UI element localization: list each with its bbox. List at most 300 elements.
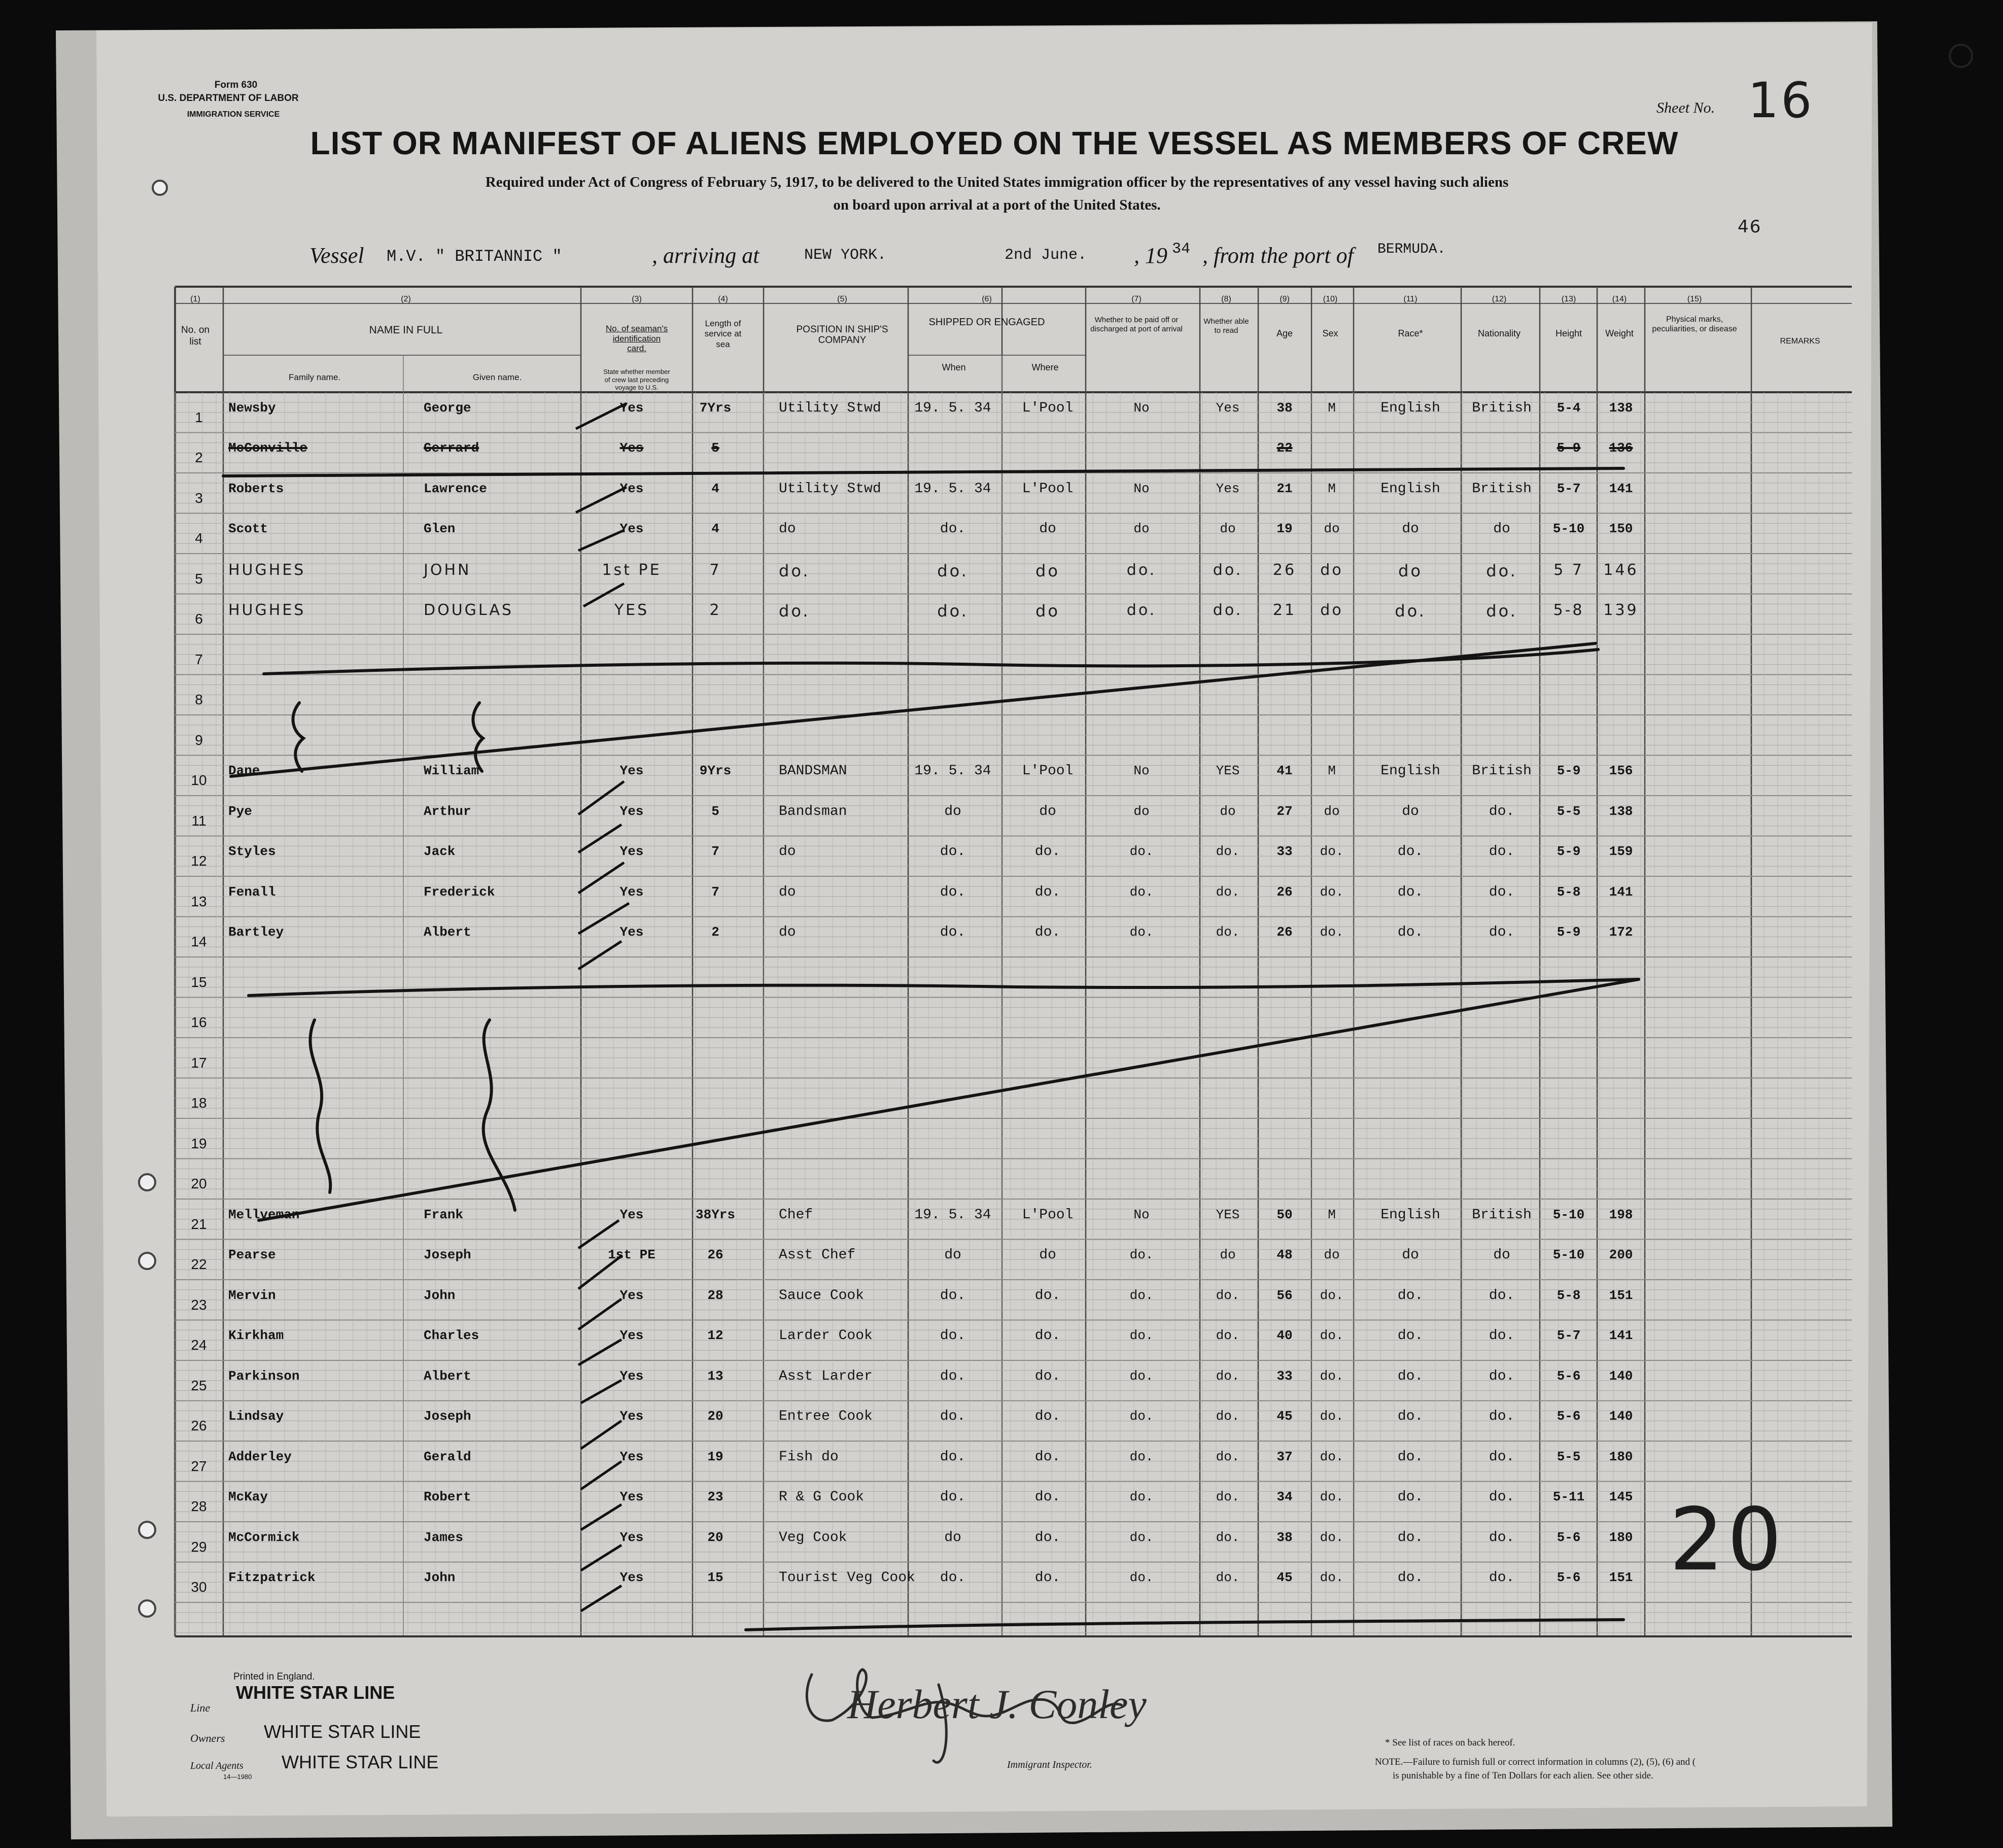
cell-shipped-when: do. — [940, 1409, 966, 1425]
cell-able-to-read: do. — [1216, 1489, 1240, 1505]
cell-paid-off: do. — [1129, 1489, 1154, 1505]
cell-nationality: do. — [1489, 1489, 1515, 1505]
cell-shipped-when: do. — [940, 1489, 966, 1505]
cell-height: 5 7 — [1553, 561, 1584, 579]
cell-row-number: 22 — [191, 1256, 207, 1273]
cell-position: Tourist Veg Cook — [779, 1570, 915, 1586]
yes-check-27 — [581, 1461, 621, 1489]
cell-shipped-when: do — [944, 1247, 961, 1263]
cell-able-to-read: do. — [1213, 561, 1243, 579]
cancel-block-15-20-squiggle-1 — [310, 1020, 330, 1192]
cell-able-to-read: do. — [1216, 884, 1240, 900]
header-position: POSITION IN SHIP'S COMPANY — [796, 324, 888, 346]
vessel-label: Vessel — [309, 243, 364, 268]
agents-value: WHITE STAR LINE — [282, 1752, 439, 1772]
cell-nationality: do. — [1489, 1368, 1515, 1384]
cell-height: 5-10 — [1552, 1247, 1585, 1263]
cell-weight: 139 — [1603, 601, 1639, 620]
cell-paid-off: do. — [1129, 1409, 1154, 1424]
header-nationality: Nationality — [1477, 328, 1521, 338]
cell-given-name: Frederick — [424, 884, 495, 900]
cell-length-of-service: 5 — [711, 803, 719, 819]
cell-shipped-when: do. — [940, 844, 966, 860]
cell-id-card: Yes — [619, 844, 644, 860]
cell-id-card: Yes — [619, 1368, 644, 1384]
cell-paid-off: do. — [1129, 1570, 1154, 1586]
yes-check-1 — [576, 403, 627, 429]
cell-sex: do. — [1320, 1570, 1344, 1586]
cell-weight: 151 — [1609, 1287, 1633, 1303]
cell-id-card: Yes — [619, 1570, 644, 1586]
cell-height: 5-6 — [1557, 1368, 1581, 1384]
cell-shipped-when: do. — [940, 884, 966, 900]
cell-position: do — [779, 884, 796, 900]
cell-paid-off: do. — [1129, 884, 1154, 900]
header-no-on-list: No. on list — [181, 325, 210, 347]
cell-age: 34 — [1276, 1489, 1293, 1505]
cell-race: English — [1380, 1207, 1440, 1223]
cell-length-of-service: 38Yrs — [695, 1207, 736, 1222]
cell-length-of-service: 7 — [711, 844, 719, 860]
cell-weight: 138 — [1609, 803, 1633, 819]
cell-paid-off: do. — [1129, 844, 1154, 860]
cell-paid-off: do — [1133, 803, 1150, 819]
cell-family-name: Mellveman — [228, 1207, 300, 1222]
cell-row-number: 13 — [191, 893, 207, 909]
arriving-label: , arriving at — [652, 243, 759, 268]
cell-nationality: do. — [1489, 1570, 1515, 1586]
cell-position: Veg Cook — [779, 1529, 847, 1546]
cell-family-name: Newsby — [228, 400, 276, 416]
cell-height: 5-7 — [1557, 1328, 1581, 1344]
cell-nationality: do. — [1489, 803, 1515, 819]
cell-shipped-where: do — [1035, 561, 1060, 580]
cell-able-to-read: do. — [1216, 1328, 1240, 1344]
cell-id-card: Yes — [619, 1529, 644, 1545]
yes-check-12 — [578, 863, 624, 893]
cell-nationality: do. — [1489, 925, 1515, 941]
cell-given-name: Gerrard — [424, 440, 479, 456]
header-paid-off: Whether to be paid off or discharged at port of arrival — [1090, 316, 1183, 333]
cell-row-number: 11 — [191, 812, 206, 829]
col-num-12: (12) — [1492, 295, 1507, 303]
cell-row-number: 4 — [195, 530, 203, 546]
cell-row-number: 6 — [195, 611, 203, 627]
cell-weight: 141 — [1609, 481, 1633, 496]
cell-nationality: do. — [1489, 1328, 1515, 1344]
header-race: Race* — [1398, 328, 1423, 338]
cell-id-card: Yes — [619, 440, 644, 456]
cell-nationality: do. — [1486, 601, 1517, 621]
col-num-7: (7) — [1131, 295, 1142, 303]
sheet-label: Sheet No. — [1656, 99, 1715, 116]
cell-height: 5-9 — [1557, 763, 1581, 779]
cell-id-card: Yes — [619, 481, 644, 496]
cell-weight: 180 — [1609, 1529, 1633, 1545]
cell-shipped-where: do. — [1034, 1570, 1061, 1586]
cell-family-name: Adderley — [228, 1449, 292, 1464]
cell-position: Bandsman — [779, 803, 847, 819]
cell-position: Asst Chef — [779, 1247, 856, 1263]
inspector-label: Immigrant Inspector. — [1007, 1759, 1092, 1770]
cell-id-card: Yes — [619, 1489, 644, 1505]
cell-weight: 141 — [1609, 884, 1633, 900]
cell-shipped-when: do. — [940, 1449, 966, 1465]
cell-position: Chef — [779, 1207, 813, 1223]
owners-label: Owners — [190, 1732, 225, 1744]
cell-row-number: 23 — [191, 1296, 207, 1313]
from-port: BERMUDA. — [1377, 242, 1446, 257]
cell-given-name: George — [424, 400, 471, 416]
cell-row-number: 29 — [191, 1538, 207, 1555]
cell-weight: 198 — [1609, 1207, 1633, 1222]
cell-row-number: 7 — [195, 651, 203, 667]
cell-row-number: 24 — [191, 1337, 207, 1353]
line-value: WHITE STAR LINE — [236, 1682, 395, 1703]
cell-able-to-read: YES — [1216, 763, 1240, 779]
year-prefix: , 19 — [1134, 243, 1167, 268]
cell-age: 21 — [1276, 481, 1293, 496]
cell-id-card: Yes — [619, 1409, 644, 1424]
cell-able-to-read: Yes — [1216, 481, 1240, 496]
cell-able-to-read: do — [1220, 1247, 1236, 1263]
cell-given-name: Lawrence — [424, 481, 487, 496]
cell-age: 45 — [1276, 1570, 1293, 1586]
cell-row-number: 28 — [191, 1498, 207, 1515]
cell-given-name: Arthur — [424, 803, 471, 819]
yes-check-24 — [578, 1340, 621, 1365]
yes-check-28 — [581, 1504, 621, 1530]
cell-row-number: 8 — [195, 692, 203, 708]
cell-family-name: Pye — [228, 803, 252, 819]
cell-nationality: British — [1472, 1207, 1532, 1223]
cell-height: 5-8 — [1553, 601, 1584, 620]
col-num-15: (15) — [1687, 295, 1702, 303]
cell-weight: 150 — [1609, 521, 1633, 537]
cell-sex: M — [1328, 763, 1336, 779]
cell-race: do — [1402, 1247, 1419, 1263]
sheet-number: 16 — [1748, 72, 1814, 129]
cell-given-name: DOUGLAS — [424, 601, 513, 620]
cell-length-of-service: 9Yrs — [699, 763, 732, 779]
header-age: Age — [1276, 328, 1293, 338]
cell-paid-off: No — [1133, 1207, 1150, 1222]
col-num-9: (9) — [1280, 295, 1290, 303]
cell-position: do — [779, 844, 796, 860]
cell-shipped-where: do. — [1034, 884, 1061, 900]
cell-shipped-when: do. — [940, 925, 966, 941]
cell-paid-off: do. — [1129, 1328, 1154, 1344]
cell-able-to-read: do. — [1216, 1570, 1240, 1586]
cell-family-name: HUGHES — [228, 561, 306, 579]
cell-age: 50 — [1276, 1207, 1293, 1222]
col-num-5: (5) — [837, 295, 847, 303]
cell-row-number: 15 — [191, 974, 207, 990]
tally-number: 20 — [1669, 1490, 1785, 1590]
header-given-name: Given name. — [472, 372, 522, 382]
yes-check-26 — [581, 1421, 621, 1449]
cell-family-name: McKay — [228, 1489, 268, 1505]
cell-family-name: Styles — [228, 844, 276, 860]
cell-family-name: Dane — [228, 763, 260, 779]
cell-family-name: Lindsay — [228, 1409, 284, 1424]
cell-age: 56 — [1276, 1287, 1293, 1303]
cell-able-to-read: do. — [1216, 925, 1240, 940]
header-when: When — [942, 362, 966, 372]
cell-nationality: do — [1493, 521, 1510, 537]
cell-given-name: Glen — [424, 521, 456, 537]
margin-number: 46 — [1738, 217, 1762, 237]
cell-height: 5-6 — [1557, 1529, 1581, 1545]
strike-row-2 — [223, 468, 1624, 476]
header-name-in-full: NAME IN FULL — [369, 324, 443, 336]
cell-race: English — [1380, 400, 1440, 416]
cell-id-card: Yes — [619, 400, 644, 416]
cell-sex: do — [1320, 561, 1343, 579]
note-line-1: NOTE.—Failure to furnish full or correct information in columns (2), (5), (6) and ( — [1375, 1757, 1696, 1767]
cell-shipped-when: 19. 5. 34 — [914, 481, 991, 497]
cell-weight: 151 — [1609, 1570, 1633, 1586]
cell-age: 27 — [1276, 803, 1293, 819]
cell-length-of-service: 2 — [709, 601, 721, 620]
yes-check-4 — [578, 530, 624, 551]
cell-race: do — [1402, 803, 1419, 819]
cell-weight: 180 — [1609, 1449, 1633, 1464]
cell-weight: 136 — [1609, 440, 1633, 456]
cell-race: do. — [1397, 1449, 1424, 1465]
cell-shipped-when: do — [944, 803, 961, 819]
cell-length-of-service: 4 — [711, 521, 719, 537]
yes-check-11 — [578, 825, 621, 852]
cell-race: do. — [1397, 1489, 1424, 1505]
cell-position: do. — [779, 601, 810, 621]
cell-weight: 159 — [1609, 844, 1633, 860]
cell-paid-off: No — [1133, 481, 1150, 496]
cell-race: do — [1402, 521, 1419, 537]
cell-length-of-service: 19 — [707, 1449, 723, 1464]
cell-race: do. — [1397, 1529, 1424, 1546]
cell-sex: do. — [1320, 1529, 1344, 1545]
cell-race: English — [1380, 481, 1440, 497]
cell-race: do. — [1397, 1368, 1424, 1384]
cell-age: 41 — [1276, 763, 1293, 779]
cell-height: 5-6 — [1557, 1570, 1581, 1586]
cell-length-of-service: 13 — [707, 1368, 723, 1384]
end-of-list-line — [746, 1620, 1624, 1630]
cell-family-name: Kirkham — [228, 1328, 284, 1344]
cell-family-name: Mervin — [228, 1287, 276, 1303]
cell-given-name: Jack — [424, 844, 456, 860]
cell-able-to-read: do — [1220, 803, 1236, 819]
yes-check-25 — [581, 1380, 621, 1403]
cell-height: 5-4 — [1557, 400, 1581, 416]
cell-shipped-when: 19. 5. 34 — [914, 763, 991, 779]
cell-paid-off: do. — [1129, 1287, 1154, 1303]
cell-weight: 156 — [1609, 763, 1633, 779]
cell-length-of-service: 28 — [707, 1287, 723, 1303]
col-num-10: (10) — [1323, 295, 1338, 303]
agents-label: Local Agents — [190, 1760, 244, 1771]
cell-id-card: Yes — [619, 1207, 644, 1222]
cell-shipped-when: do. — [940, 521, 966, 537]
cell-race: do. — [1397, 844, 1424, 860]
cancel-block-7-9-brace-2 — [473, 703, 483, 771]
cell-shipped-when: do. — [940, 1368, 966, 1384]
note-line-2: is punishable by a fine of Ten Dollars for each alien. See other side. — [1393, 1770, 1653, 1781]
cell-row-number: 16 — [191, 1014, 207, 1031]
cell-height: 5-5 — [1557, 803, 1581, 819]
cell-length-of-service: 20 — [707, 1409, 723, 1424]
cell-length-of-service: 20 — [707, 1529, 723, 1545]
race-note: * See list of races on back hereof. — [1385, 1737, 1515, 1748]
cell-family-name: McConville — [228, 440, 308, 456]
cell-weight: 140 — [1609, 1368, 1633, 1384]
cell-shipped-where: do. — [1034, 1449, 1061, 1465]
cell-race: do — [1398, 561, 1423, 580]
cell-position: Sauce Cook — [779, 1287, 865, 1304]
cell-position: do — [779, 925, 796, 941]
cell-race: do. — [1397, 1328, 1424, 1344]
cell-length-of-service: 7 — [709, 561, 721, 579]
cell-given-name: Albert — [424, 1368, 471, 1384]
cell-row-number: 30 — [191, 1579, 207, 1595]
cell-shipped-where: L'Pool — [1022, 400, 1074, 416]
cell-length-of-service: 7 — [711, 884, 719, 900]
cell-shipped-where: do. — [1034, 844, 1061, 860]
cell-able-to-read: do. — [1216, 1368, 1240, 1384]
page-title: LIST OR MANIFEST OF ALIENS EMPLOYED ON THE VESSEL AS MEMBERS OF CREW — [310, 125, 1679, 161]
cell-age: 26 — [1276, 925, 1293, 940]
cell-shipped-where: do. — [1034, 925, 1061, 941]
cell-age: 19 — [1276, 521, 1293, 537]
cell-race: do. — [1397, 1287, 1424, 1304]
cell-shipped-where: do. — [1034, 1368, 1061, 1384]
cell-weight: 145 — [1609, 1489, 1633, 1505]
subtitle-line-1: Required under Act of Congress of February 5, 1917, to be delivered to the United States immigration officer by the representatives of any vessel having such aliens — [485, 174, 1509, 190]
cell-shipped-when: do. — [937, 601, 969, 621]
yes-check-10 — [578, 781, 624, 814]
cell-height: 5-11 — [1552, 1489, 1585, 1505]
cell-id-card: 1st PE — [608, 1247, 655, 1263]
cell-height: 5-10 — [1552, 1207, 1585, 1222]
cell-nationality: do. — [1489, 1287, 1515, 1304]
yes-check-23 — [578, 1299, 621, 1329]
cell-shipped-where: do. — [1034, 1409, 1061, 1425]
cell-sex: do. — [1320, 925, 1344, 940]
header-id-card: No. of seaman's identification card. — [605, 324, 668, 354]
cell-row-number: 14 — [191, 934, 207, 950]
cell-position: Fish do — [779, 1449, 839, 1465]
cell-age: 22 — [1276, 440, 1293, 456]
cell-nationality: do. — [1486, 561, 1517, 580]
cell-sex: do. — [1320, 884, 1344, 900]
cell-shipped-where: L'Pool — [1022, 763, 1074, 779]
cell-able-to-read: do. — [1216, 1287, 1240, 1303]
cell-row-number: 20 — [191, 1176, 207, 1192]
cell-id-card: 1st PE — [602, 561, 662, 579]
cell-nationality: British — [1472, 400, 1532, 416]
cell-row-number: 9 — [195, 732, 203, 748]
cell-height: 5-8 — [1557, 884, 1581, 900]
cell-shipped-where: do. — [1034, 1287, 1061, 1304]
cell-given-name: Joseph — [424, 1247, 471, 1263]
cell-position: do. — [779, 561, 810, 580]
cell-race: do. — [1397, 1570, 1424, 1586]
printed-in-label: Printed in England. — [233, 1671, 315, 1682]
cell-age: 37 — [1276, 1449, 1293, 1464]
cell-height: 5-8 — [1557, 1287, 1581, 1303]
cell-paid-off: No — [1133, 763, 1150, 779]
cell-family-name: Parkinson — [228, 1368, 300, 1384]
cell-nationality: do. — [1489, 1449, 1515, 1465]
cell-sex: do. — [1320, 1409, 1344, 1424]
cell-paid-off: do. — [1129, 1449, 1154, 1464]
cell-height: 5-9 — [1557, 925, 1581, 940]
cell-row-number: 12 — [191, 853, 207, 869]
arrival-port: NEW YORK. — [804, 247, 887, 264]
cell-id-card: Yes — [619, 763, 644, 779]
cell-sex: M — [1328, 1207, 1336, 1222]
cell-family-name: Pearse — [228, 1247, 276, 1263]
cell-row-number: 18 — [191, 1095, 207, 1111]
cell-shipped-where: do — [1035, 601, 1060, 621]
cell-nationality: do. — [1489, 884, 1515, 900]
cell-nationality: do. — [1489, 1409, 1515, 1425]
cell-paid-off: do. — [1129, 1368, 1154, 1384]
cell-paid-off: do — [1133, 521, 1150, 537]
cell-sex: do. — [1320, 1489, 1344, 1505]
header-shipped: SHIPPED OR ENGAGED — [928, 317, 1045, 328]
cell-position: Utility Stwd — [779, 481, 881, 497]
cell-length-of-service: 5 — [711, 440, 719, 456]
cell-given-name: Charles — [424, 1328, 479, 1344]
agents-code: 14—1980 — [223, 1773, 252, 1781]
cell-age: 26 — [1272, 561, 1297, 579]
cell-paid-off: No — [1133, 400, 1150, 416]
col-num-3: (3) — [632, 295, 642, 303]
vessel-name: M.V. " BRITANNIC " — [387, 247, 562, 266]
cell-age: 21 — [1272, 601, 1297, 620]
cell-position: R & G Cook — [779, 1489, 865, 1505]
cell-sex: do — [1324, 521, 1340, 537]
cell-paid-off: do. — [1126, 601, 1157, 620]
cell-weight: 200 — [1609, 1247, 1633, 1263]
cell-row-number: 2 — [195, 450, 203, 466]
cell-family-name: Fitzpatrick — [228, 1570, 316, 1586]
col-num-8: (8) — [1221, 295, 1231, 303]
cell-shipped-when: do — [944, 1529, 961, 1546]
col-num-6: (6) — [982, 295, 992, 303]
inspector-signature: Herbert J. Conley — [847, 1681, 1147, 1727]
cell-nationality: do. — [1489, 1529, 1515, 1546]
cell-age: 38 — [1276, 1529, 1293, 1545]
cell-sex: do. — [1320, 1449, 1344, 1464]
yes-check-13 — [578, 903, 629, 934]
col-num-11: (11) — [1403, 295, 1418, 303]
year-suffix: 34 — [1172, 241, 1191, 258]
cell-able-to-read: do — [1220, 521, 1236, 537]
cell-race: do. — [1397, 1409, 1424, 1425]
cell-weight: 172 — [1609, 925, 1633, 940]
header-sex: Sex — [1322, 328, 1338, 338]
cell-row-number: 17 — [191, 1054, 207, 1071]
header-physical-marks: Physical marks, peculiarities, or disease — [1652, 315, 1737, 334]
cell-shipped-where: do — [1039, 803, 1056, 819]
header-height: Height — [1555, 328, 1582, 338]
cell-age: 38 — [1276, 400, 1293, 416]
cell-height: 5-9 — [1557, 440, 1581, 456]
cell-sex: do. — [1320, 1287, 1344, 1303]
